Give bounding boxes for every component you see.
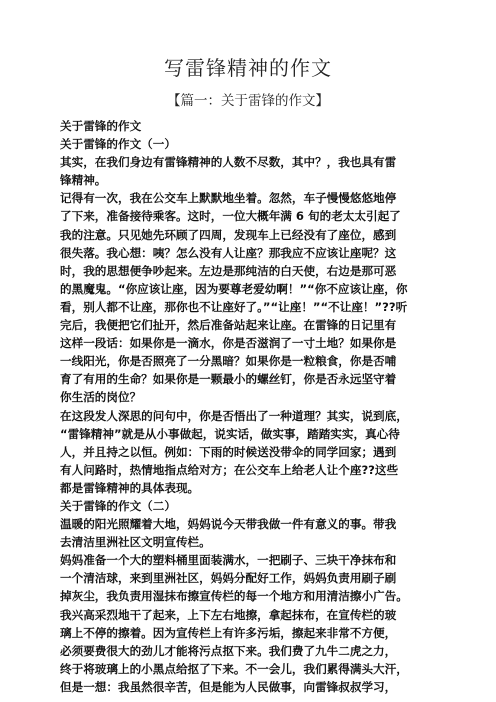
body-line: 关于雷锋的作文 <box>60 119 142 133</box>
body-line: 但是一想：我虽然很辛苦，但是能为人民做事，向雷锋叔叔学习， <box>60 679 397 694</box>
body-line: 完后，我便把它们扯开，然后准备站起来让座。在雷锋的日记里有 <box>60 318 397 333</box>
body-line: 一个清洁球，来到里洲社区，妈妈分配好工作，妈妈负责用刷子刷 <box>60 571 397 586</box>
body-line: 关于雷锋的作文（一） <box>60 137 176 152</box>
body-line: 记得有一次，我在公交车上默默地坐着。忽然，车子慢慢悠悠地停 <box>60 191 397 206</box>
body-line: 温暖的阳光照耀着大地，妈妈说今天带我做一件有意义的事。带我 <box>60 517 397 532</box>
body-line: 人，并且持之以恒。例如：下雨的时候送没带伞的同学回家；遇到 <box>60 444 397 459</box>
body-line: 掉灰尘，我负责用湿抹布擦宣传栏的每一个地方和用清洁擦小广告。 <box>60 589 408 604</box>
body-line: 必须要费很大的劲儿才能将污点抠下来。我们费了九牛二虎之力， <box>60 643 397 658</box>
document-title: 写雷锋精神的作文 <box>164 56 332 80</box>
body-line: 都是雷锋精神的具体表现。 <box>60 480 200 495</box>
body-line: 其实，在我们身边有雷锋精神的人数不尽数，其中？，我也具有雷 <box>60 155 397 170</box>
body-line: 关于雷锋的作文（二） <box>60 498 176 513</box>
body-line: 有人问路时，热情地指点给对方；在公交车上给老人让个座??这些 <box>60 462 399 477</box>
body-line: 育了有用的生命？如果你是一颗最小的螺丝钉，你是否永远坚守着 <box>60 372 397 387</box>
body-line: 一线阳光，你是否照亮了一分黑暗？如果你是一粒粮食，你是否哺 <box>60 354 397 369</box>
body-line: 终于将玻璃上的小黑点给抠了下来。不一会儿，我们累得满头大汗， <box>60 661 408 676</box>
document-body <box>60 117 440 696</box>
body-line: 璃上不停的擦着。因为宣传栏上有许多污垢，擦起来非常不方便， <box>60 625 397 640</box>
body-line: 去清洁里洲社区文明宣传栏。 <box>60 535 211 550</box>
body-line: 了下来，准备接待乘客。这时，一位大概年满 6 旬的老太太引起了 <box>60 209 401 224</box>
body-line: 锋精神。 <box>60 173 107 188</box>
body-line: “雷锋精神”就是从小事做起，说实话，做实事，踏踏实实，真心待 <box>60 426 400 441</box>
body-line: 很失落。我心想：咦？怎么没有人让座？那我应不应该让座呢？这 <box>60 245 397 260</box>
body-line: 我的注意。只见她先环顾了四周，发现车上已经没有了座位，感到 <box>60 227 397 242</box>
body-line: 妈妈准备一个大的塑料桶里面装满水，一把刷子、三块干净抹布和 <box>60 553 397 568</box>
body-line: 在这段发人深思的问句中，你是否悟出了一种道理？其实，说到底， <box>60 408 408 423</box>
body-line: 你生活的岗位？ <box>60 390 142 405</box>
body-line: 看，别人都不让座，那你也不让座好了。”“让座！”“不让座！”??听 <box>60 299 408 314</box>
body-line: 我兴高采烈地干了起来，上下左右地擦，拿起抹布，在宣传栏的玻 <box>60 607 397 622</box>
body-line: 时，我的思想便争吵起来。左边是那纯洁的白天使，右边是那可恶 <box>60 263 397 278</box>
body-line: 的黑魔鬼。“你应该让座，因为要尊老爱幼啊！”“你不应该让座，你 <box>60 281 408 296</box>
document-subtitle: 【篇一：关于雷锋的作文】 <box>167 93 329 109</box>
body-line: 这样一段话：如果你是一滴水，你是否滋润了一寸土地？如果你是 <box>60 336 397 351</box>
